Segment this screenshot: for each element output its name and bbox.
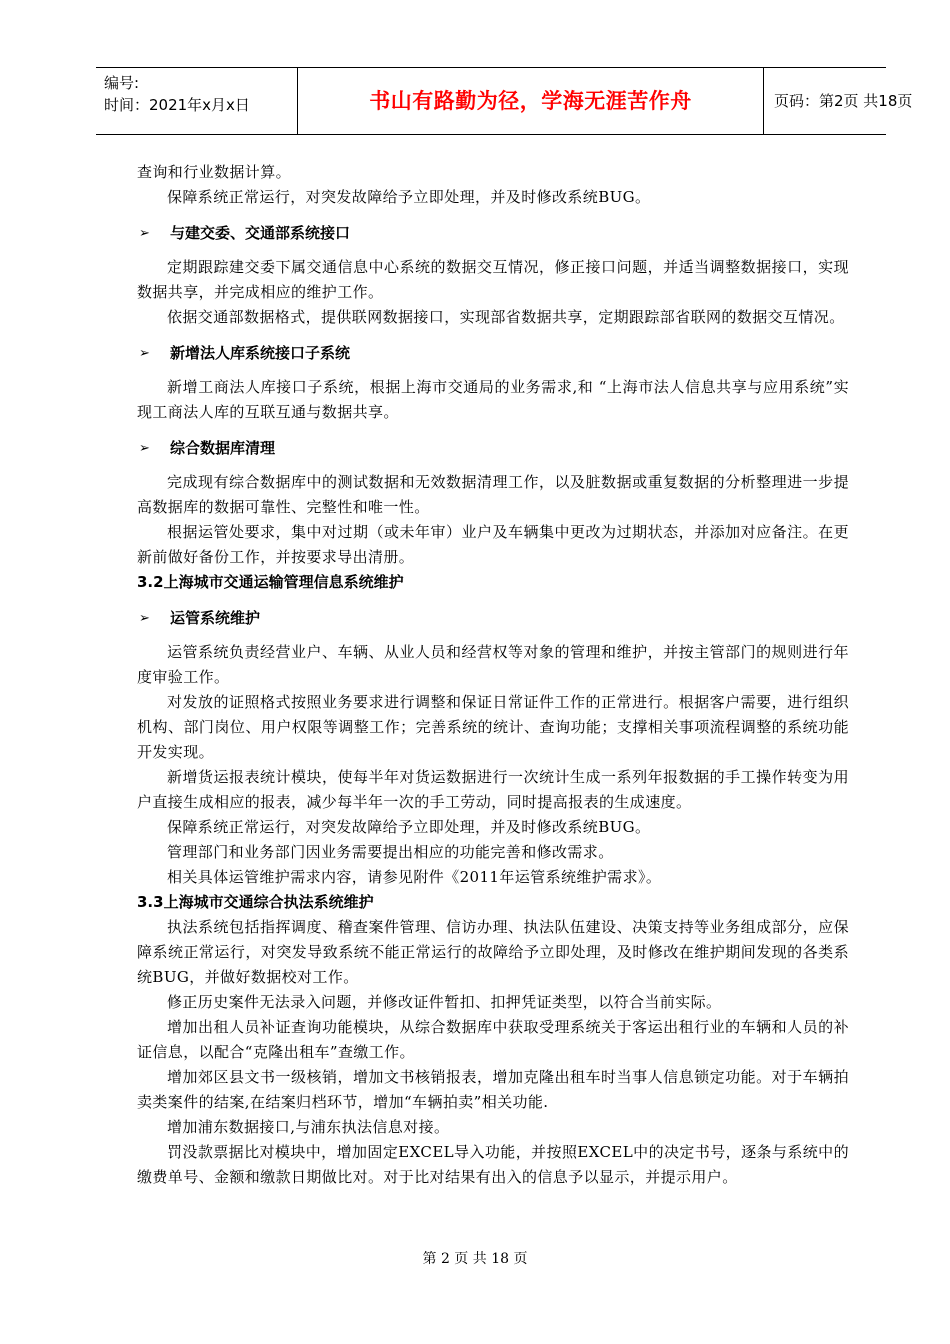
- paragraph: 罚没款票据比对模块中，增加固定EXCEL导入功能，并按照EXCEL中的决定书号，逐条与系统中的缴费单号、金额和缴款日期做比对。对于比对结果有出入的信息予以显示，并提示用户。: [137, 1143, 849, 1186]
- page-header: [96, 67, 913, 135]
- paragraph: 执法系统包括指挥调度、稽查案件管理、信访办理、执法队伍建设、决策支持等业务组成部分，应保障系统正常运行，对突发导致系统不能正常运行的故障给予立即处理，及时修改在维护期间发现的各类系统BUG，并做好数据校对工作。: [137, 918, 849, 986]
- document-number-label: 编号:: [104, 74, 140, 92]
- bullet-heading: [137, 606, 849, 631]
- paragraph: 新增工商法人库接口子系统，根据上海市交通局的业务需求,和 “上海市法人信息共享与应用系统”实现工商法人库的互联互通与数据共享。: [137, 378, 849, 421]
- bullet-heading-text: 运管系统维护: [170, 609, 261, 627]
- document-body: [137, 160, 849, 1190]
- section-heading: 3.2上海城市交通运输管理信息系统维护: [137, 573, 404, 591]
- paragraph: 完成现有综合数据库中的测试数据和无效数据清理工作，以及脏数据或重复数据的分析整理进一步提高数据库的数据可靠性、完整性和唯一性。: [137, 473, 849, 516]
- document-time: 时间：2021年x月x日: [104, 96, 250, 114]
- paragraph: 新增货运报表统计模块，使每半年对货运数据进行一次统计生成一系列年报数据的手工操作转变为用户直接生成相应的报表，减少每半年一次的手工劳动，同时提高报表的生成速度。: [137, 768, 849, 811]
- bullet-heading-text: 综合数据库清理: [170, 439, 276, 457]
- arrow-right-icon: ➢: [139, 226, 150, 241]
- paragraph: 运管系统负责经营业户、车辆、从业人员和经营权等对象的管理和维护，并按主管部门的规则进行年度审验工作。: [137, 643, 849, 686]
- paragraph: 根据运管处要求，集中对过期（或未年审）业户及车辆集中更改为过期状态，并添加对应备注。在更新前做好备份工作，并按要求导出清册。: [137, 523, 849, 566]
- paragraph: 保障系统正常运行，对突发故障给予立即处理，并及时修改系统BUG。: [167, 818, 651, 836]
- paragraph: 增加出租人员补证查询功能模块，从综合数据库中获取受理系统关于客运出租行业的车辆和人员的补证信息，以配合“克隆出租车”查缴工作。: [137, 1018, 849, 1061]
- arrow-right-icon: ➢: [139, 611, 150, 626]
- paragraph: 管理部门和业务部门因业务需要提出相应的功能完善和修改需求。: [167, 843, 614, 861]
- arrow-right-icon: ➢: [139, 441, 150, 456]
- paragraph: 依据交通部数据格式，提供联网数据接口，实现部省数据共享，定期跟踪部省联网的数据交互情况。: [167, 308, 845, 326]
- bullet-heading-text: 新增法人库系统接口子系统: [170, 344, 351, 362]
- bullet-heading: [137, 436, 849, 461]
- paragraph: 查询和行业数据计算。: [137, 163, 292, 181]
- bullet-heading-text: 与建交委、交通部系统接口: [170, 224, 351, 242]
- paragraph: 对发放的证照格式按照业务要求进行调整和保证日常证件工作的正常进行。根据客户需要，进行组织机构、部门岗位、用户权限等调整工作；完善系统的统计、查询功能；支撑相关事项流程调整的系统功能开发实现。: [137, 693, 849, 761]
- paragraph: 相关具体运管维护需求内容，请参见附件《2011年运管系统维护需求》。: [167, 868, 662, 886]
- bullet-heading: [137, 221, 849, 246]
- header-page-info: 页码：第2页 共18页: [774, 92, 913, 110]
- arrow-right-icon: ➢: [139, 346, 150, 361]
- paragraph: 增加郊区县文书一级核销，增加文书核销报表，增加克隆出租车时当事人信息锁定功能。对于车辆拍卖类案件的结案,在结案归档环节，增加“车辆拍卖”相关功能.: [137, 1068, 849, 1111]
- paragraph: 增加浦东数据接口,与浦东执法信息对接。: [167, 1118, 450, 1136]
- paragraph: 保障系统正常运行，对突发故障给予立即处理，并及时修改系统BUG。: [167, 188, 651, 206]
- header-motto: 书山有路勤为径，学海无涯苦作舟: [298, 68, 764, 134]
- header-meta: [96, 68, 298, 134]
- paragraph: 修正历史案件无法录入问题，并修改证件暂扣、扣押凭证类型，以符合当前实际。: [167, 993, 722, 1011]
- section-heading: 3.3上海城市交通综合执法系统维护: [137, 893, 374, 911]
- paragraph: 定期跟踪建交委下属交通信息中心系统的数据交互情况，修正接口问题，并适当调整数据接口，实现数据共享，并完成相应的维护工作。: [137, 258, 849, 301]
- bullet-heading: [137, 341, 849, 366]
- page-footer: 第 2 页 共 18 页: [422, 1251, 528, 1267]
